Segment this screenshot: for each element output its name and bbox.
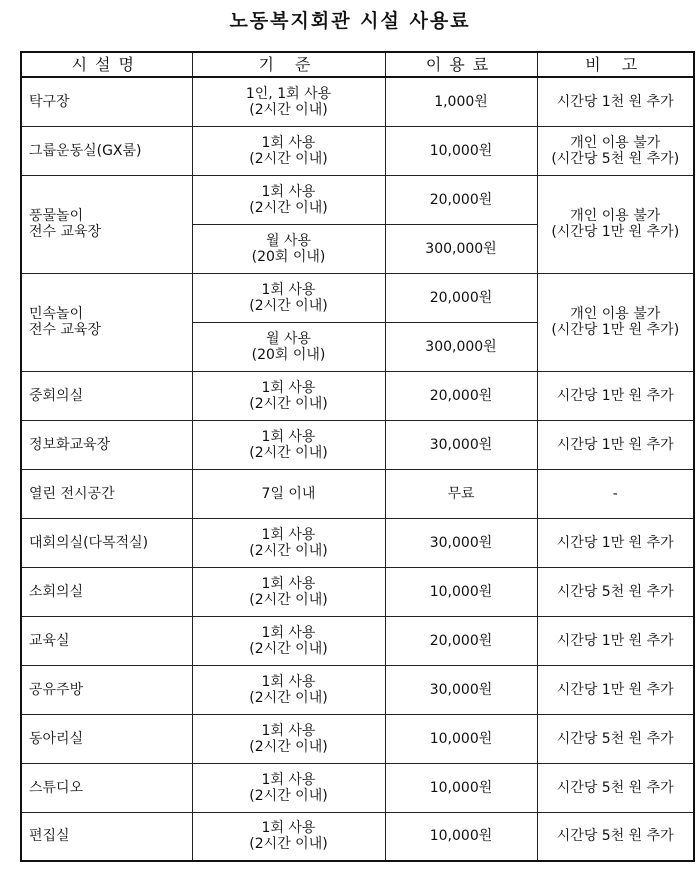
facility-cell: 편집실	[21, 812, 192, 861]
note-cell: 시간당 1천 원 추가	[537, 77, 694, 126]
fee-cell: 20,000원	[385, 616, 537, 665]
header-fee: 이용료	[385, 52, 537, 77]
note-cell: 시간당 5천 원 추가	[537, 567, 694, 616]
facility-cell: 풍물놀이 전수 교육장	[21, 175, 192, 273]
table-row	[21, 371, 694, 420]
page-title: 노동복지회관 시설 사용료	[229, 10, 471, 32]
note-cell: 시간당 1만 원 추가	[537, 518, 694, 567]
table-row	[21, 77, 694, 126]
table-row	[21, 567, 694, 616]
table-row	[21, 175, 694, 224]
criteria-cell: 1회 사용 (2시간 이내)	[192, 126, 385, 175]
criteria-cell: 1회 사용 (2시간 이내)	[192, 518, 385, 567]
fee-table	[20, 51, 695, 862]
note-cell: 시간당 5천 원 추가	[537, 812, 694, 861]
fee-cell: 300,000원	[385, 224, 537, 273]
fee-cell: 30,000원	[385, 518, 537, 567]
fee-cell: 10,000원	[385, 126, 537, 175]
note-cell: 개인 이용 불가 (시간당 5천 원 추가)	[537, 126, 694, 175]
note-cell: 시간당 1만 원 추가	[537, 665, 694, 714]
criteria-cell: 1회 사용 (2시간 이내)	[192, 273, 385, 322]
header-note: 비 고	[537, 52, 694, 77]
note-cell: 시간당 5천 원 추가	[537, 763, 694, 812]
criteria-cell: 1회 사용 (2시간 이내)	[192, 616, 385, 665]
facility-cell: 민속놀이 전수 교육장	[21, 273, 192, 371]
criteria-cell: 1회 사용 (2시간 이내)	[192, 567, 385, 616]
fee-cell: 20,000원	[385, 371, 537, 420]
table-row	[21, 420, 694, 469]
facility-cell: 그룹운동실(GX룸)	[21, 126, 192, 175]
criteria-cell: 1회 사용 (2시간 이내)	[192, 714, 385, 763]
table-row	[21, 616, 694, 665]
criteria-cell: 7일 이내	[192, 469, 385, 518]
criteria-cell: 1회 사용 (2시간 이내)	[192, 812, 385, 861]
fee-cell: 30,000원	[385, 665, 537, 714]
criteria-cell: 1회 사용 (2시간 이내)	[192, 420, 385, 469]
fee-cell: 20,000원	[385, 175, 537, 224]
fee-cell: 20,000원	[385, 273, 537, 322]
facility-cell: 소회의실	[21, 567, 192, 616]
fee-cell: 무료	[385, 469, 537, 518]
table-row	[21, 273, 694, 322]
table-row	[21, 518, 694, 567]
table-row	[21, 763, 694, 812]
facility-cell: 교육실	[21, 616, 192, 665]
facility-cell: 중회의실	[21, 371, 192, 420]
fee-cell: 30,000원	[385, 420, 537, 469]
table-row	[21, 812, 694, 861]
header-criteria: 기 준	[192, 52, 385, 77]
fee-cell: 300,000원	[385, 322, 537, 371]
criteria-cell: 1회 사용 (2시간 이내)	[192, 665, 385, 714]
criteria-cell: 월 사용 (20회 이내)	[192, 224, 385, 273]
table-row	[21, 714, 694, 763]
criteria-cell: 1회 사용 (2시간 이내)	[192, 371, 385, 420]
table-row	[21, 126, 694, 175]
table-row	[21, 665, 694, 714]
fee-cell: 10,000원	[385, 763, 537, 812]
facility-cell: 공유주방	[21, 665, 192, 714]
facility-cell: 열린 전시공간	[21, 469, 192, 518]
note-cell: 시간당 1만 원 추가	[537, 371, 694, 420]
header-row	[21, 52, 694, 77]
facility-cell: 탁구장	[21, 77, 192, 126]
criteria-cell: 1회 사용 (2시간 이내)	[192, 175, 385, 224]
criteria-cell: 1인, 1회 사용 (2시간 이내)	[192, 77, 385, 126]
table-row	[21, 469, 694, 518]
note-cell: 시간당 5천 원 추가	[537, 714, 694, 763]
note-cell: 시간당 1만 원 추가	[537, 420, 694, 469]
facility-cell: 대회의실(다목적실)	[21, 518, 192, 567]
note-cell: 개인 이용 불가 (시간당 1만 원 추가)	[537, 273, 694, 371]
criteria-cell: 1회 사용 (2시간 이내)	[192, 763, 385, 812]
fee-cell: 1,000원	[385, 77, 537, 126]
criteria-cell: 월 사용 (20회 이내)	[192, 322, 385, 371]
facility-cell: 스튜디오	[21, 763, 192, 812]
facility-cell: 동아리실	[21, 714, 192, 763]
facility-cell: 정보화교육장	[21, 420, 192, 469]
note-cell: -	[537, 469, 694, 518]
note-cell: 시간당 1만 원 추가	[537, 616, 694, 665]
header-facility: 시설명	[21, 52, 192, 77]
fee-cell: 10,000원	[385, 567, 537, 616]
note-cell: 개인 이용 불가 (시간당 1만 원 추가)	[537, 175, 694, 273]
fee-cell: 10,000원	[385, 714, 537, 763]
fee-cell: 10,000원	[385, 812, 537, 861]
